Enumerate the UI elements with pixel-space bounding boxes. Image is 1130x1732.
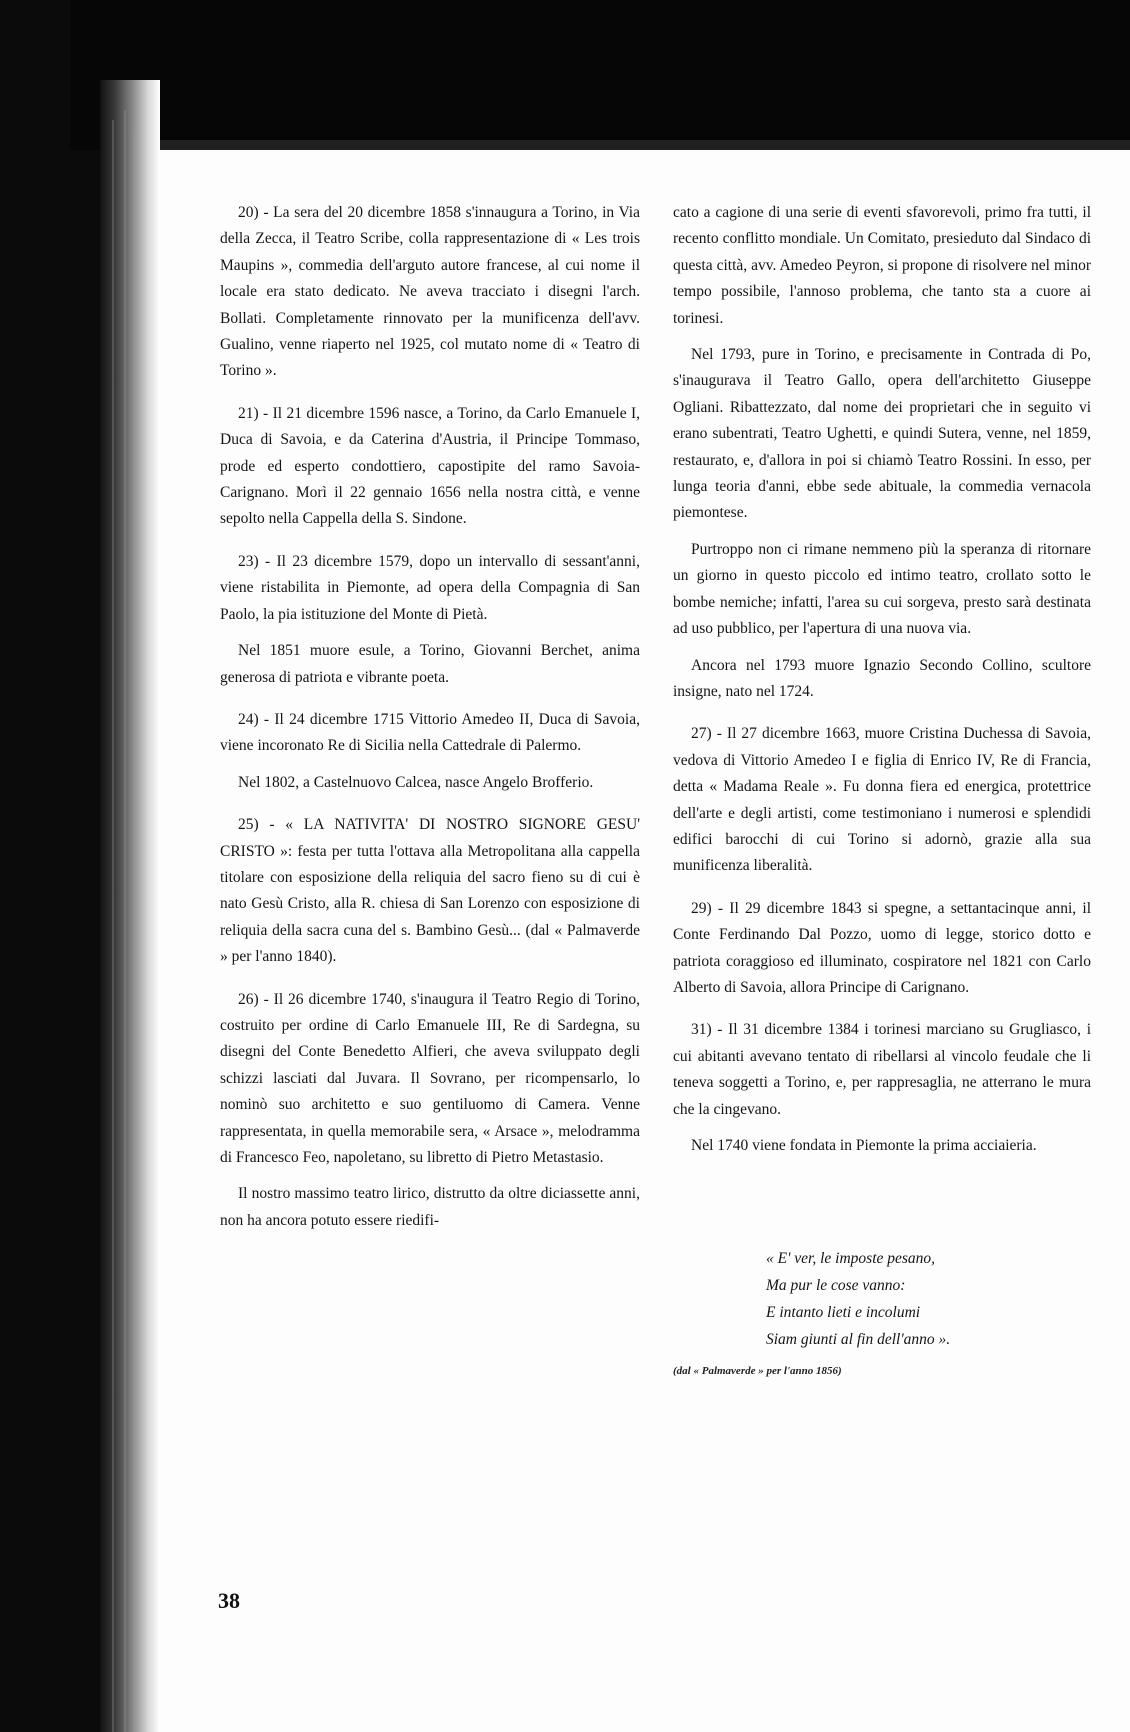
spine-line [124,110,126,1732]
entry-24-note: Nel 1802, a Castelnuovo Calcea, nasce Angelo Brofferio. [238,773,594,791]
entry-24: 24) - Il 24 dicembre 1715 Vittorio Amedeo II, Duca di Savoia, viene incoronato Re di Sicilia nella Cattedrale di Palermo. [220,710,640,755]
poem-line: Ma pur le cose vanno: [766,1277,906,1294]
poem-line: E intanto lieti e incolumi [766,1304,921,1321]
entry-29: 29) - Il 29 dicembre 1843 si spegne, a settantacinque anni, il Conte Ferdinando Dal Pozzo, uomo di legge, storico dotto e patriota coraggioso ed illuminato, cospiratore nel 1821 con Carlo Alberto di Savoia, allora Principe di Carignano. [673,899,1091,996]
poem-line: « E' ver, le imposte pesano, [766,1250,936,1267]
entry-26-note: Il nostro massimo teatro lirico, distrutto da oltre diciassette anni, non ha ancora potuto essere riedifi- [220,1185,640,1229]
entry-26-collino: Ancora nel 1793 muore Ignazio Secondo Collino, scultore insigne, nato nel 1724. [673,656,1091,700]
scan-top-shadow [70,0,1130,150]
entry-26-teatro-rossini: Purtroppo non ci rimane nemmeno più la speranza di ritornare un giorno in questo piccolo ed intimo teatro, crollato sotto le bombe nemiche; infatti, l'area su cui sorgeva, presto sarà destinata ad uso pubblico, per l'apertura di una nuova via. [673,540,1091,638]
entry-27: 27) - Il 27 dicembre 1663, muore Cristina Duchessa di Savoia, vedova di Vittorio Amedeo I e figlia di Enrico IV, Re di Francia, detta « Madama Reale ». Fu donna fiera ed energica, protettrice dell'arte e degli artisti, come testimoniano i numerosi e splendidi edifici barocchi di cui Torino si adornò, grazie alla sua munificenza liberalità. [673,725,1091,875]
poem-quote [766,1245,1086,1353]
poem-source: (dal « Palmaverde » per l'anno 1856) [673,1365,842,1377]
entry-25: 25) - « LA NATIVITA' DI NOSTRO SIGNORE GESU' CRISTO »: festa per tutta l'ottava alla Metropolitana alla cappella titolare con esposizione della reliquia del sacro fieno su di cui è nato Gesù Cristo, alla R. chiesa di San Lorenzo con esposizione di reliquia della sacra cuna del s. Bambino Gesù... (dal « Palmaverde » per l'anno 1840). [220,816,640,966]
poem-line: Siam giunti al fin dell'anno ». [766,1331,951,1348]
spine-line [112,120,114,1732]
entry-26-continued: cato a cagione di una serie di eventi sfavorevoli, primo fra tutti, il recento conflitto mondiale. Un Comitato, presieduto dal Sindaco di questa città, avv. Amedeo Peyron, si propone di risolvere nel minor tempo possibile, l'annoso problema, che tanto sta a cuore ai torinesi. [673,204,1091,327]
entry-21: 21) - Il 21 dicembre 1596 nasce, a Torino, da Carlo Emanuele I, Duca di Savoia, e da Caterina d'Austria, il Principe Tommaso, prode ed esperto condottiero, capostipite del ramo Savoia-Carignano. Morì il 22 gennaio 1656 nella nostra città, e venne sepolto nella Cappella della S. Sindone. [220,404,640,528]
book-spine-gradient [100,80,160,1732]
entry-26: 26) - Il 26 dicembre 1740, s'inaugura il Teatro Regio di Torino, costruito per ordine di Carlo Emanuele III, Re di Sardegna, su disegni del Conte Benedetto Alfieri, che aveva sviluppato degli schizzi lasciati dal Juvara. Il Sovrano, per ricompensarlo, lo nominò suo architetto e suo gentiluomo di Camera. Venne rappresentata, in quella memorabile sera, « Arsace », melodramma di Francesco Feo, napoletano, su libretto di Pietro Metastasio. [220,990,640,1166]
spine-line [134,130,135,1732]
entry-23: 23) - Il 23 dicembre 1579, dopo un intervallo di sessant'anni, viene ristabilita in Piemonte, ad opera della Compagnia di San Paolo, la pia istituzione del Monte di Pietà. [220,552,640,623]
right-column [673,200,1091,1169]
entry-20: 20) - La sera del 20 dicembre 1858 s'innaugura a Torino, in Via della Zecca, il Teatro Scribe, colla rappresentazione di « Les trois Maupins », commedia dell'arguto autore francese, al cui nome il locale era stato dedicato. Ne aveva tracciato i disegni l'arch. Bollati. Completamente rinnovato per la munificenza dell'avv. Gualino, venne riaperto nel 1925, col mutato nome di « Teatro di Torino ». [220,204,640,380]
entry-31: 31) - Il 31 dicembre 1384 i torinesi marciano su Grugliasco, i cui abitanti avevano tentato di ribellarsi al vincolo feudale che li teneva soggetti a Torino, e, per rappresaglia, ne atterrano le mura che la cingevano. [673,1021,1091,1118]
entry-23-note: Nel 1851 muore esule, a Torino, Giovanni Berchet, anima generosa di patriota e vibrante poeta. [220,642,640,686]
scan-dark-edge [0,0,115,1732]
entry-31-note: Nel 1740 viene fondata in Piemonte la prima acciaieria. [691,1137,1037,1154]
entry-26-teatro-gallo: Nel 1793, pure in Torino, e precisamente in Contrada di Po, s'inaugurava il Teatro Gallo, opera dell'architetto Giuseppe Ogliani. Ribattezzato, dal nome dei proprietari che in seguito vi erano subentrati, Teatro Ughetti, e quindi Sutera, venne, nel 1859, restaurato, e, d'allora in poi si chiamò Teatro Rossini. In esso, per lunga teoria d'anni, ebbe sede abituale, la commedia vernacola piemontese. [673,346,1091,522]
left-column [220,200,640,1244]
page-number: 38 [218,1588,240,1613]
